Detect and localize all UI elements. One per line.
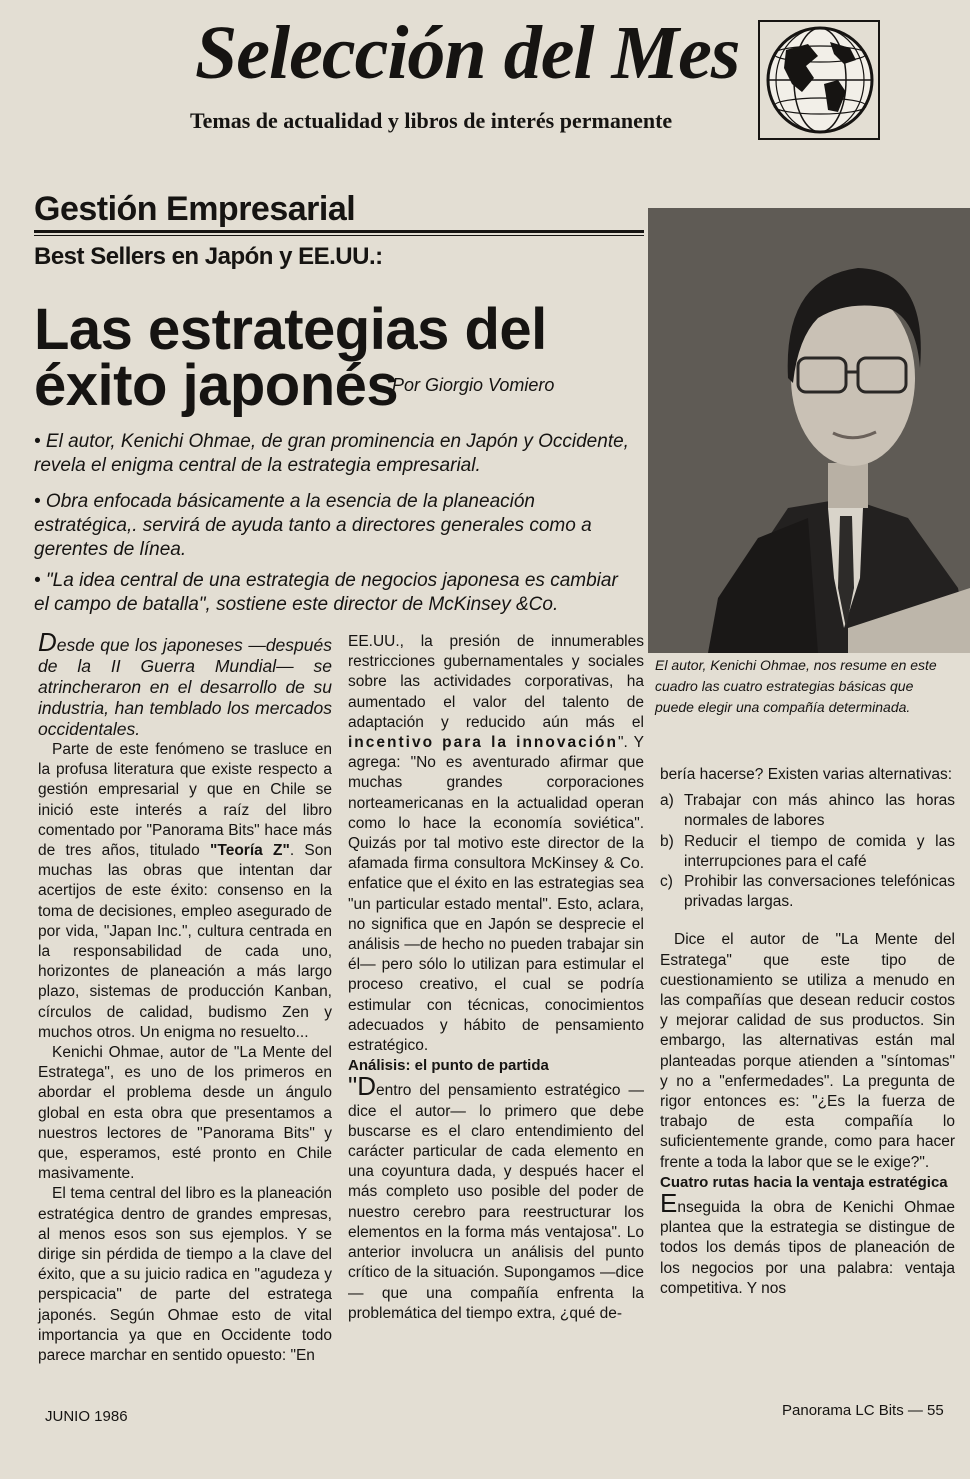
lead-text: esde que los japoneses —después de la II Guerra Mundial— se atrincheraron en el desarrollo de su industria, han temblado los mercados occidentales. [38,635,332,739]
book-title-teoria-z: "Teoría Z" [210,842,290,860]
paragraph-text: EE.UU., la presión de innumerables restricciones gubernamentales y sociales sobre las actividades corporativas, ha aumentado el valor del talento de adaptación y reducido aún más el [348,633,644,731]
headline [34,297,634,418]
paragraph: bería hacerse? Existen varias alternativas: [660,766,953,783]
paragraph: Dice el autor de "La Mente del Estratega" que este tipo de cuestionamiento se utiliza a menudo en las compañías que desean reducir costos y mejorar calidad de sus productos. Sin embargo, las alternativas están mal planteadas porque atienden a "síntomas" y no a "enfermedades". La pregunta de rigor entonces es: "¿Es la fuerza de trabajo de esta compañía lo suficientemente grande, como para hacer frente a toda la labor que se le exige?". [660,931,955,1171]
summary-bullet-2: • Obra enfocada básicamente a la esencia de la planeación estratégica,. servirá de ayuda tanto a directores generales como a gerentes de línea. [34,491,592,560]
article-column-3 [660,765,955,1299]
section-rule [34,230,644,233]
paragraph-text: nseguida la obra de Kenichi Ohmae plantea que la estrategia se distingue de todos los demás tipos de planeación de los negocios por una palabra: ventaja competitiva. Y nos [660,1199,955,1297]
paragraph-text: Parte de este fenómeno se trasluce en la profusa literatura que existe respecto a gestión empresarial y que en Chile se inició este interés a raíz del libro comentado por "Panorama Bits" hace más de tres años, titulado [38,741,332,860]
paragraph-initial: "D [348,1071,377,1102]
list-text: Reducir el tiempo de comida y las interrupciones para el café [684,832,955,870]
subheading-analisis: Análisis: el punto de partida [348,1057,549,1075]
emphasis-innovation: incentivo para la innovación [348,734,618,752]
paragraph-text: . Son muchas las obras que intentan dar acertijos de este éxito: consenso en la toma de decisiones, empleo asegurado de por vida, "Japan Inc.", cultura centrada en la responsabilidad de cada uno, horizontes de planeación a más largo plazo, sistemas de producción Kanban, círculos de calidad, budismo Zen y muchos otros. Un enigma no resuelto... [38,842,332,1041]
list-item [660,791,955,831]
list-text: Trabajar con más ahinco las horas normales de labores [684,792,955,830]
alternatives-list [660,791,955,912]
list-letter: a) [660,792,674,810]
section-kicker: Best Sellers en Japón y EE.UU.: [34,243,383,270]
footer-date: JUNIO 1986 [45,1408,128,1425]
article-column-2 [348,632,644,1324]
section-rule-thin [34,235,644,236]
headline-line-1: Las estrategias del [34,297,547,362]
masthead-subtitle: Temas de actualidad y libros de interés permanente [190,108,673,133]
paragraph [660,1188,955,1299]
paragraph-text: ". Y agrega: "No es aventurado afirmar que muchas grandes corporaciones norteamericanas en la actualidad operan como lo hace la economía soviética". Quizás por tal motivo este director de la afamada firma consultora McKinsey & Co. enfatice que el éxito en las estrategias sea "un particular estado mental". Esto, aclara, no significa que en Japón se desprecie el análisis —de hecho no pueden trabajar sin él— pero sólo lo utilizan para estimular el proceso creativo, el cual se podría estimular con técnicas, conocimientos adecuados y hábito de pensamiento estratégico. [348,734,644,1055]
paragraph [348,1071,644,1323]
paragraph: El tema central del libro es la planeación estratégica dentro de grandes empresas, al menos esos son sus ejemplos. Y se dirige sin pérdida de tiempo a la clave del éxito, que a su juicio radica en "agudeza y perspicacia" de parte del estratega japonés. Según Ohmae esto de vital importancia ya que en Occidente todo parece marchar en sentido opuesto: "En [38,1185,332,1365]
list-letter: c) [660,873,673,891]
headline-line-2: éxito japonés [34,353,399,418]
paragraph [348,632,644,1056]
list-item [660,872,955,912]
list-letter: b) [660,832,674,850]
footer-page-number: Panorama LC Bits — 55 [782,1402,944,1419]
subheading-cuatro-rutas: Cuatro rutas hacia la ventaja estratégica [660,1173,948,1191]
section-title: Gestión Empresarial [34,190,356,228]
list-item [660,832,955,872]
author-photo [648,208,970,653]
article-column-1 [38,627,332,1366]
paragraph: Kenichi Ohmae, autor de "La Mente del Estratega", es uno de los primeros en abordar el problema desde un ángulo global en esta obra que presentamos a nuestros lectores de "Panorama Bits" y que, esperamos, esté pronto en Chile masivamente. [38,1044,332,1183]
summary-bullet-3: • "La idea central de una estrategia de negocios japonesa es cambiar el campo de batalla", sostiene este director de McKinsey &Co. [34,570,618,615]
byline: Por Giorgio Vomiero [392,375,555,395]
summary-bullet-1: • El autor, Kenichi Ohmae, de gran prominencia en Japón y Occidente, revela el enigma central de la estrategia empresarial. [34,431,629,476]
paragraph-text: entro del pensamiento estratégico —dice el autor— lo primero que debe buscarse es el claro entendimiento del carácter particular de cada elemento en una coyuntura dada, y después hacer el más completo uso posible del poder de nuestro cerebro para reestructurar los elementos en la forma más ventajosa". Lo anterior involucra un análisis del punto crítico de la situación. Supongamos —dice— que una compañía enfrenta la problemática del tiempo extra, ¿qué de- [348,1082,644,1322]
lead-initial: D [38,627,57,657]
photo-caption: El autor, Kenichi Ohmae, nos resume en este cuadro las cuatro estrategias básicas que puede elegir una compañía determinada. [655,657,937,715]
list-text: Prohibir las conversaciones telefónicas privadas largas. [684,873,955,911]
lead-paragraph [38,627,332,740]
paragraph [38,740,332,1043]
masthead-title: Selección del Mes [195,11,740,95]
globe-icon [758,20,880,140]
paragraph-initial: E [660,1188,678,1219]
